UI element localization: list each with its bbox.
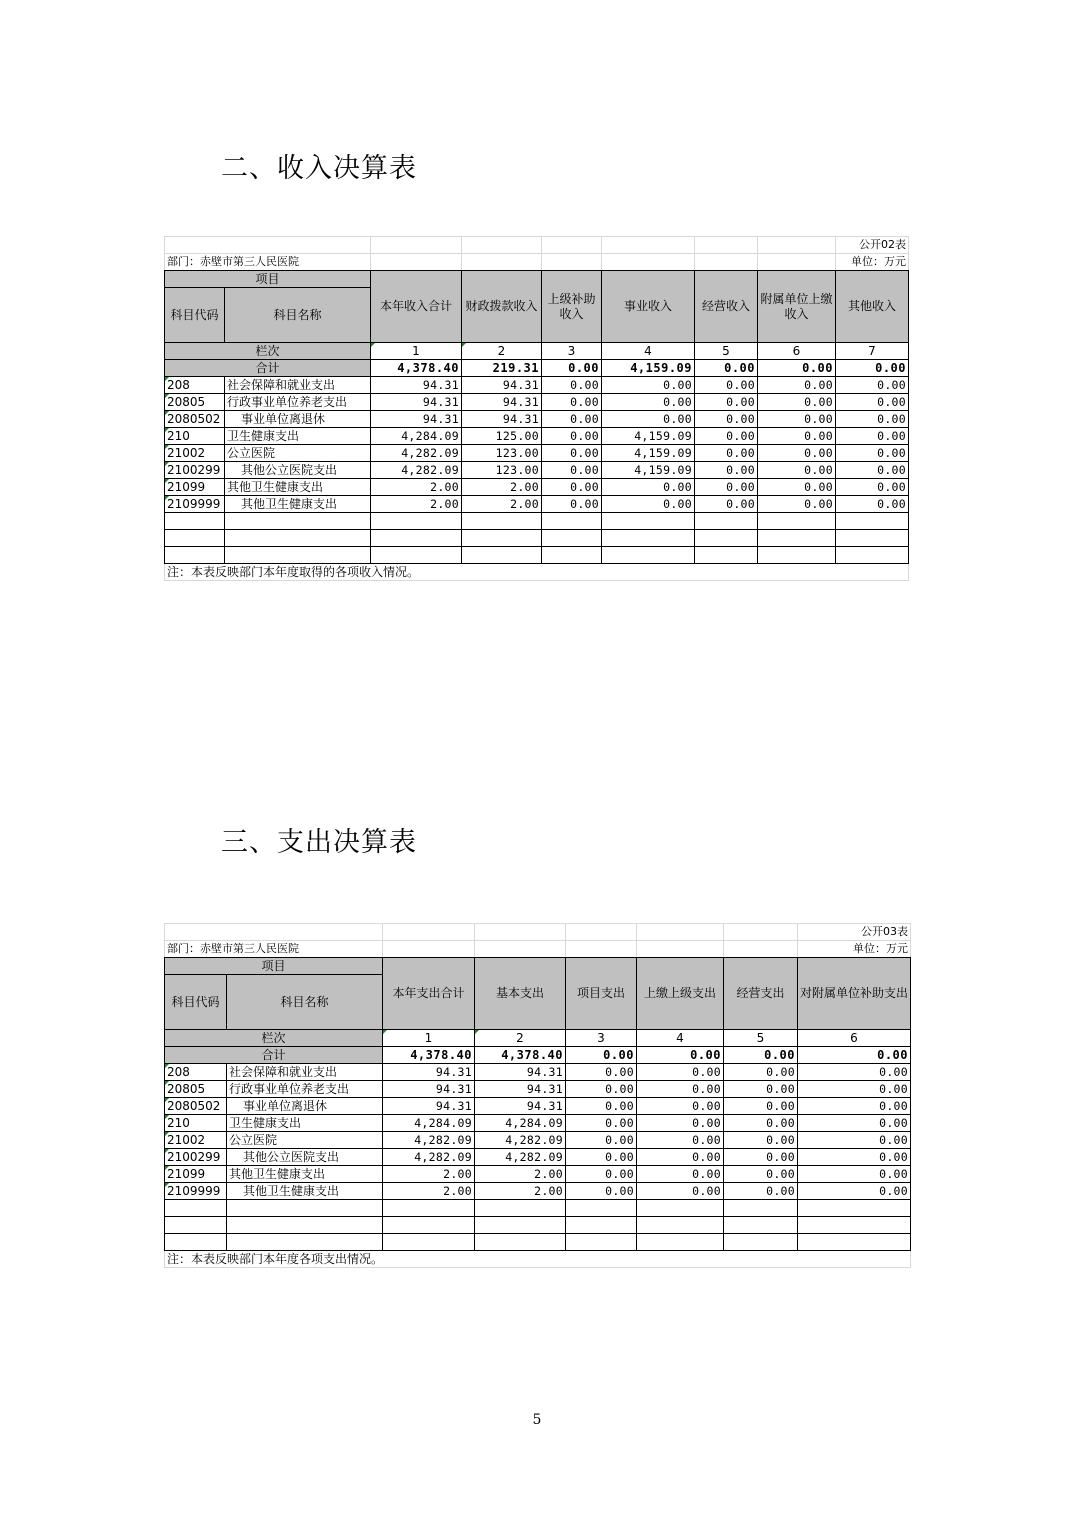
- subject-code: 210: [165, 1115, 227, 1132]
- table-row: [165, 479, 909, 496]
- income-total-value: 0.00: [695, 360, 758, 377]
- cell-value: 0.00: [724, 1081, 798, 1098]
- cell-value: 94.31: [475, 1081, 566, 1098]
- income-header-col-3: 上级补助收入: [542, 271, 602, 343]
- expenditure-header-item: 项目: [165, 958, 383, 975]
- cell-value: 94.31: [371, 394, 462, 411]
- cell-value: 4,284.09: [383, 1115, 475, 1132]
- income-table-container: [164, 236, 908, 581]
- table-row: [165, 377, 909, 394]
- subject-name: 事业单位离退休: [225, 411, 371, 428]
- expenditure-total-row: [165, 1047, 911, 1064]
- cell-value: 4,282.09: [383, 1132, 475, 1149]
- income-col-label: 栏次: [165, 343, 371, 360]
- cell-value: 0.00: [566, 1183, 637, 1200]
- cell-value: 0.00: [542, 377, 602, 394]
- cell-value: 0.00: [798, 1149, 911, 1166]
- income-department: 部门：赤壁市第三人民医院: [165, 254, 371, 271]
- income-col-num: 3: [542, 343, 602, 360]
- cell-value: 0.00: [798, 1132, 911, 1149]
- income-table: [164, 236, 909, 581]
- subject-code: 2080502: [165, 411, 225, 428]
- expenditure-note: 注：本表反映部门本年度各项支出情况。: [165, 1251, 911, 1268]
- cell-value: 0.00: [566, 1166, 637, 1183]
- cell-value: 0.00: [758, 445, 836, 462]
- subject-name: 卫生健康支出: [225, 428, 371, 445]
- subject-code: 21099: [165, 479, 225, 496]
- cell-value: 0.00: [836, 428, 909, 445]
- subject-name: 社会保障和就业支出: [225, 377, 371, 394]
- cell-value: 0.00: [637, 1098, 724, 1115]
- cell-value: 0.00: [602, 496, 695, 513]
- cell-value: 94.31: [462, 394, 542, 411]
- empty-row: [165, 1234, 911, 1251]
- empty-row: [165, 1217, 911, 1234]
- expenditure-table: [164, 923, 911, 1268]
- cell-value: 0.00: [724, 1149, 798, 1166]
- income-col-num: 7: [836, 343, 909, 360]
- cell-value: 0.00: [836, 462, 909, 479]
- expenditure-total-value: 0.00: [724, 1047, 798, 1064]
- cell-value: 0.00: [542, 462, 602, 479]
- empty-row: [165, 547, 909, 564]
- expenditure-total-label: 合计: [165, 1047, 383, 1064]
- cell-value: 0.00: [566, 1064, 637, 1081]
- income-note: 注：本表反映部门本年度取得的各项收入情况。: [165, 564, 909, 581]
- subject-code: 2080502: [165, 1098, 227, 1115]
- subject-name: 公立医院: [225, 445, 371, 462]
- cell-value: 2.00: [371, 479, 462, 496]
- subject-code: 208: [165, 377, 225, 394]
- cell-value: 0.00: [637, 1132, 724, 1149]
- cell-value: 94.31: [383, 1081, 475, 1098]
- income-total-label: 合计: [165, 360, 371, 377]
- subject-code: 2109999: [165, 496, 225, 513]
- subject-name: 其他卫生健康支出: [227, 1166, 383, 1183]
- subject-code: 208: [165, 1064, 227, 1081]
- income-header-col-6: 附属单位上缴收入: [758, 271, 836, 343]
- cell-value: 0.00: [637, 1166, 724, 1183]
- expenditure-col-num: 1: [383, 1030, 475, 1047]
- cell-value: 4,282.09: [475, 1149, 566, 1166]
- cell-value: 0.00: [836, 445, 909, 462]
- cell-value: 2.00: [462, 496, 542, 513]
- subject-code: 21099: [165, 1166, 227, 1183]
- cell-value: 0.00: [724, 1166, 798, 1183]
- table-row: [165, 1115, 911, 1132]
- table-row: [165, 1166, 911, 1183]
- cell-value: 2.00: [383, 1183, 475, 1200]
- subject-name: 卫生健康支出: [227, 1115, 383, 1132]
- cell-value: 4,282.09: [475, 1132, 566, 1149]
- cell-value: 0.00: [724, 1115, 798, 1132]
- cell-value: 94.31: [383, 1098, 475, 1115]
- cell-value: 0.00: [602, 377, 695, 394]
- cell-value: 4,282.09: [383, 1149, 475, 1166]
- income-header-col-4: 事业收入: [602, 271, 695, 343]
- cell-value: 0.00: [695, 411, 758, 428]
- cell-value: 94.31: [462, 377, 542, 394]
- income-section-heading: 二、收入决算表: [221, 153, 417, 184]
- cell-value: 0.00: [758, 377, 836, 394]
- cell-value: 2.00: [371, 496, 462, 513]
- cell-value: 94.31: [475, 1064, 566, 1081]
- cell-value: 0.00: [542, 445, 602, 462]
- page-number: 5: [532, 1412, 542, 1428]
- cell-value: 2.00: [475, 1183, 566, 1200]
- subject-code: 21002: [165, 1132, 227, 1149]
- cell-value: 94.31: [462, 411, 542, 428]
- table-row: [165, 1183, 911, 1200]
- cell-value: 0.00: [758, 394, 836, 411]
- cell-value: 0.00: [542, 411, 602, 428]
- income-header-col-1: 本年收入合计: [371, 271, 462, 343]
- cell-value: 0.00: [637, 1149, 724, 1166]
- subject-name: 其他卫生健康支出: [225, 496, 371, 513]
- expenditure-table-container: [164, 923, 910, 1268]
- table-row: [165, 445, 909, 462]
- cell-value: 0.00: [602, 479, 695, 496]
- expenditure-table-number: 公开03表: [798, 924, 911, 941]
- cell-value: 0.00: [637, 1183, 724, 1200]
- income-col-num: 1: [371, 343, 462, 360]
- subject-name: 其他卫生健康支出: [227, 1183, 383, 1200]
- cell-value: 4,284.09: [475, 1115, 566, 1132]
- income-header-col-2: 财政拨款收入: [462, 271, 542, 343]
- cell-value: 0.00: [542, 479, 602, 496]
- expenditure-department: 部门：赤壁市第三人民医院: [165, 941, 383, 958]
- cell-value: 0.00: [566, 1081, 637, 1098]
- income-total-value: 0.00: [542, 360, 602, 377]
- expenditure-total-value: 0.00: [566, 1047, 637, 1064]
- income-col-num: 5: [695, 343, 758, 360]
- table-row: [165, 394, 909, 411]
- cell-value: 94.31: [371, 377, 462, 394]
- expenditure-header-col-3: 项目支出: [566, 958, 637, 1030]
- cell-value: 123.00: [462, 445, 542, 462]
- cell-value: 0.00: [695, 462, 758, 479]
- expenditure-header-name: 科目名称: [227, 975, 383, 1030]
- subject-name: 公立医院: [227, 1132, 383, 1149]
- cell-value: 0.00: [758, 428, 836, 445]
- cell-value: 0.00: [602, 411, 695, 428]
- cell-value: 4,284.09: [371, 428, 462, 445]
- income-unit: 单位：万元: [836, 254, 909, 271]
- empty-row: [165, 530, 909, 547]
- subject-name: 社会保障和就业支出: [227, 1064, 383, 1081]
- empty-row: [165, 513, 909, 530]
- expenditure-header-col-6: 对附属单位补助支出: [798, 958, 911, 1030]
- cell-value: 0.00: [566, 1132, 637, 1149]
- cell-value: 0.00: [695, 445, 758, 462]
- income-total-value: 0.00: [836, 360, 909, 377]
- subject-name: 其他公立医院支出: [227, 1149, 383, 1166]
- cell-value: 0.00: [637, 1081, 724, 1098]
- cell-value: 2.00: [475, 1166, 566, 1183]
- cell-value: 4,282.09: [371, 445, 462, 462]
- expenditure-col-num: 4: [637, 1030, 724, 1047]
- table-row: [165, 428, 909, 445]
- table-row: [165, 1098, 911, 1115]
- income-header-code: 科目代码: [165, 288, 225, 343]
- cell-value: 0.00: [724, 1183, 798, 1200]
- income-total-value: 0.00: [758, 360, 836, 377]
- expenditure-total-value: 0.00: [637, 1047, 724, 1064]
- cell-value: 125.00: [462, 428, 542, 445]
- cell-value: 0.00: [758, 411, 836, 428]
- cell-value: 0.00: [695, 428, 758, 445]
- table-row: [165, 1132, 911, 1149]
- expenditure-header-code: 科目代码: [165, 975, 227, 1030]
- cell-value: 0.00: [836, 377, 909, 394]
- cell-value: 0.00: [542, 428, 602, 445]
- cell-value: 0.00: [637, 1064, 724, 1081]
- expenditure-unit: 单位：万元: [798, 941, 911, 958]
- income-total-value: 4,378.40: [371, 360, 462, 377]
- cell-value: 4,159.09: [602, 428, 695, 445]
- cell-value: 123.00: [462, 462, 542, 479]
- subject-name: 其他卫生健康支出: [225, 479, 371, 496]
- table-row: [165, 1081, 911, 1098]
- income-header-name: 科目名称: [225, 288, 371, 343]
- cell-value: 4,159.09: [602, 445, 695, 462]
- subject-code: 210: [165, 428, 225, 445]
- expenditure-total-value: 4,378.40: [475, 1047, 566, 1064]
- table-row: [165, 462, 909, 479]
- subject-name: 其他公立医院支出: [225, 462, 371, 479]
- income-table-number: 公开02表: [836, 237, 909, 254]
- income-header-col-7: 其他收入: [836, 271, 909, 343]
- subject-name: 行政事业单位养老支出: [225, 394, 371, 411]
- income-header-col-5: 经营收入: [695, 271, 758, 343]
- subject-code: 2100299: [165, 462, 225, 479]
- cell-value: 94.31: [475, 1098, 566, 1115]
- income-col-num: 6: [758, 343, 836, 360]
- cell-value: 2.00: [383, 1166, 475, 1183]
- income-total-value: 219.31: [462, 360, 542, 377]
- expenditure-col-num: 6: [798, 1030, 911, 1047]
- subject-code: 20805: [165, 1081, 227, 1098]
- income-header-item: 项目: [165, 271, 371, 288]
- cell-value: 0.00: [695, 496, 758, 513]
- expenditure-header-col-1: 本年支出合计: [383, 958, 475, 1030]
- empty-row: [165, 1200, 911, 1217]
- cell-value: 0.00: [798, 1166, 911, 1183]
- cell-value: 0.00: [798, 1098, 911, 1115]
- cell-value: 0.00: [798, 1064, 911, 1081]
- cell-value: 0.00: [836, 394, 909, 411]
- cell-value: 0.00: [836, 496, 909, 513]
- cell-value: 0.00: [566, 1149, 637, 1166]
- expenditure-section-heading: 三、支出决算表: [221, 827, 417, 858]
- expenditure-col-num: 2: [475, 1030, 566, 1047]
- table-row: [165, 411, 909, 428]
- expenditure-col-num: 5: [724, 1030, 798, 1047]
- cell-value: 0.00: [566, 1098, 637, 1115]
- expenditure-header-col-5: 经营支出: [724, 958, 798, 1030]
- cell-value: 0.00: [758, 496, 836, 513]
- expenditure-col-num: 3: [566, 1030, 637, 1047]
- table-row: [165, 1149, 911, 1166]
- cell-value: 4,282.09: [371, 462, 462, 479]
- subject-code: 20805: [165, 394, 225, 411]
- subject-code: 21002: [165, 445, 225, 462]
- expenditure-header-col-2: 基本支出: [475, 958, 566, 1030]
- cell-value: 0.00: [695, 394, 758, 411]
- cell-value: 0.00: [724, 1098, 798, 1115]
- cell-value: 0.00: [566, 1115, 637, 1132]
- expenditure-total-value: 4,378.40: [383, 1047, 475, 1064]
- cell-value: 0.00: [542, 496, 602, 513]
- subject-name: 行政事业单位养老支出: [227, 1081, 383, 1098]
- cell-value: 0.00: [758, 462, 836, 479]
- table-row: [165, 496, 909, 513]
- cell-value: 94.31: [371, 411, 462, 428]
- income-total-row: [165, 360, 909, 377]
- expenditure-header-col-4: 上缴上级支出: [637, 958, 724, 1030]
- expenditure-col-label: 栏次: [165, 1030, 383, 1047]
- cell-value: 0.00: [798, 1081, 911, 1098]
- cell-value: 0.00: [758, 479, 836, 496]
- cell-value: 0.00: [695, 479, 758, 496]
- cell-value: 0.00: [724, 1132, 798, 1149]
- table-row: [165, 1064, 911, 1081]
- cell-value: 0.00: [836, 411, 909, 428]
- cell-value: 0.00: [695, 377, 758, 394]
- cell-value: 0.00: [637, 1115, 724, 1132]
- cell-value: 0.00: [602, 394, 695, 411]
- cell-value: 0.00: [798, 1115, 911, 1132]
- expenditure-total-value: 0.00: [798, 1047, 911, 1064]
- cell-value: 94.31: [383, 1064, 475, 1081]
- subject-code: 2109999: [165, 1183, 227, 1200]
- cell-value: 2.00: [462, 479, 542, 496]
- cell-value: 0.00: [836, 479, 909, 496]
- income-total-value: 4,159.09: [602, 360, 695, 377]
- cell-value: 4,159.09: [602, 462, 695, 479]
- subject-code: 2100299: [165, 1149, 227, 1166]
- income-col-num: 4: [602, 343, 695, 360]
- cell-value: 0.00: [798, 1183, 911, 1200]
- subject-name: 事业单位离退休: [227, 1098, 383, 1115]
- cell-value: 0.00: [542, 394, 602, 411]
- income-col-num: 2: [462, 343, 542, 360]
- cell-value: 0.00: [724, 1064, 798, 1081]
